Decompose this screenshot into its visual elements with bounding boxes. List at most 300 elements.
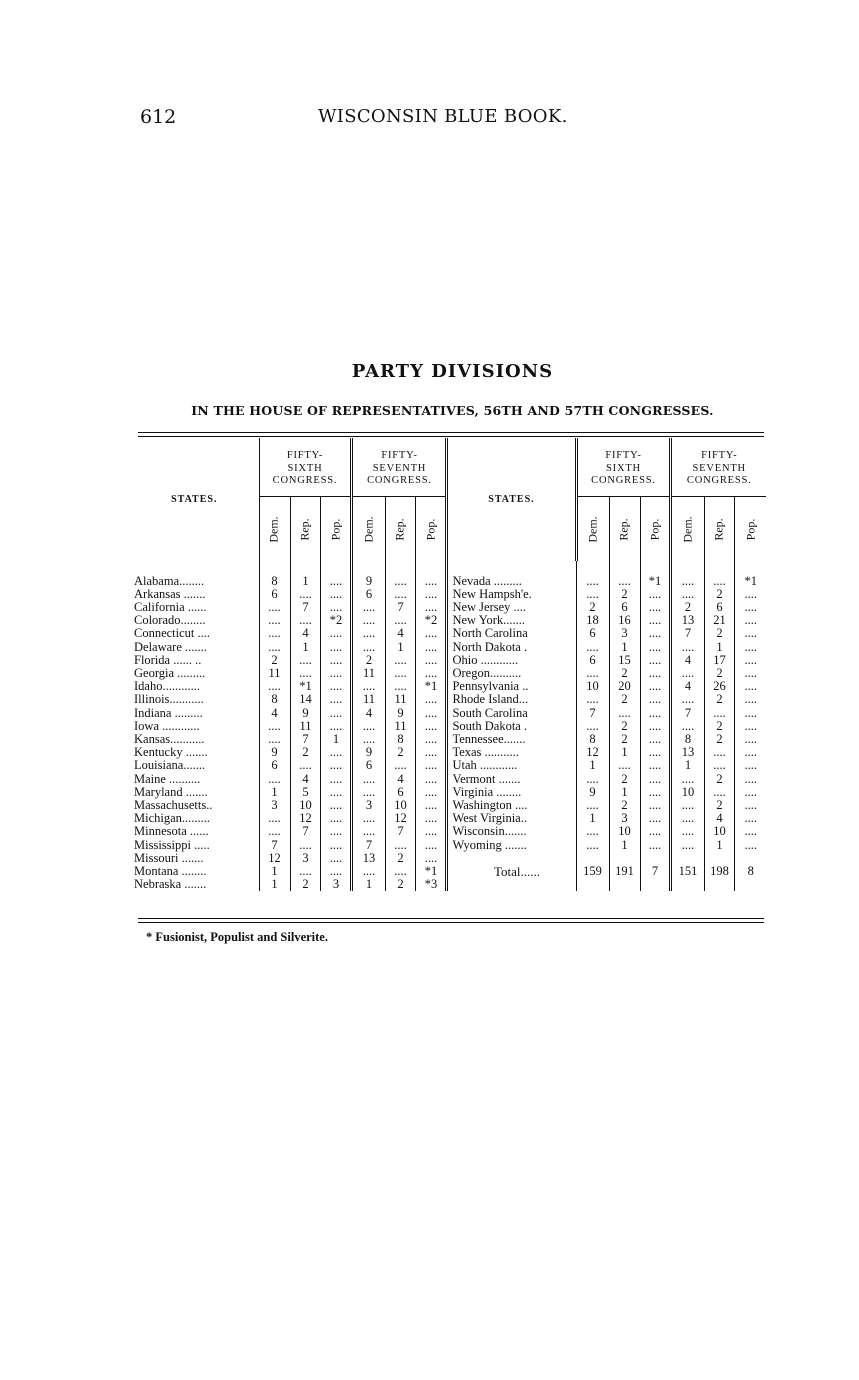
- count-cell: ....: [385, 614, 416, 627]
- count-cell: ....: [259, 601, 290, 614]
- count-cell: ....: [735, 733, 766, 746]
- count-cell: 7: [259, 839, 290, 852]
- state-name-cell: Massachusetts..: [134, 798, 213, 812]
- count-cell: ....: [290, 614, 321, 627]
- state-name-cell: Delaware .......: [134, 640, 207, 654]
- count-cell: ....: [259, 680, 290, 693]
- count-cell: *1: [735, 575, 766, 588]
- count-cell: 6: [385, 786, 416, 799]
- count-cell: ....: [290, 654, 321, 667]
- count-cell: ....: [321, 746, 352, 759]
- count-cell: ....: [735, 839, 766, 852]
- count-cell: ....: [640, 627, 671, 640]
- count-cell: 2: [704, 627, 735, 640]
- count-cell: ....: [640, 839, 671, 852]
- state-name-cell: New Jersey ....: [447, 601, 576, 614]
- total-cell: 191: [609, 865, 640, 878]
- count-cell: 4: [385, 627, 416, 640]
- count-cell: 1: [259, 878, 290, 891]
- state-name-cell: Florida ...... ..: [134, 653, 202, 667]
- count-cell: ....: [416, 654, 447, 667]
- count-cell: 15: [609, 654, 640, 667]
- table-row: [130, 627, 766, 640]
- count-cell: ....: [321, 839, 352, 852]
- count-cell: ....: [671, 799, 704, 812]
- count-cell: 4: [352, 707, 385, 720]
- table-row: [130, 773, 766, 786]
- count-cell: [671, 852, 704, 865]
- count-cell: ....: [321, 812, 352, 825]
- state-name-cell: Idaho............: [134, 680, 200, 694]
- count-cell: ....: [671, 588, 704, 601]
- count-cell: ....: [671, 667, 704, 680]
- count-cell: ....: [352, 601, 385, 614]
- table-row: [130, 733, 766, 746]
- count-cell: ....: [576, 839, 609, 852]
- col-pop-label: Pop.: [647, 518, 662, 540]
- count-cell: 7: [290, 733, 321, 746]
- col-dem-57-right: [671, 496, 704, 561]
- count-cell: 2: [704, 588, 735, 601]
- count-cell: ....: [290, 588, 321, 601]
- count-cell: ....: [290, 839, 321, 852]
- count-cell: 4: [671, 654, 704, 667]
- count-cell: 4: [259, 707, 290, 720]
- count-cell: 16: [609, 614, 640, 627]
- count-cell: ....: [259, 825, 290, 838]
- total-cell: 151: [671, 865, 704, 878]
- count-cell: 6: [352, 588, 385, 601]
- count-cell: ....: [259, 773, 290, 786]
- state-name-cell: Nebraska .......: [134, 878, 207, 892]
- count-cell: 1: [704, 641, 735, 654]
- table-row: [130, 865, 766, 878]
- count-cell: ....: [576, 641, 609, 654]
- count-cell: 2: [259, 654, 290, 667]
- count-cell: 6: [609, 601, 640, 614]
- count-cell: 11: [385, 720, 416, 733]
- count-cell: 2: [609, 773, 640, 786]
- count-cell: 1: [609, 839, 640, 852]
- table-row: [130, 720, 766, 733]
- count-cell: ....: [735, 667, 766, 680]
- count-cell: 6: [704, 601, 735, 614]
- count-cell: ....: [576, 799, 609, 812]
- state-name-cell: Alabama........: [134, 574, 205, 588]
- count-cell: ....: [671, 825, 704, 838]
- count-cell: ....: [735, 799, 766, 812]
- table-row: [130, 707, 766, 720]
- count-cell: ....: [385, 667, 416, 680]
- count-cell: ....: [640, 786, 671, 799]
- count-cell: 21: [704, 614, 735, 627]
- count-cell: ....: [609, 759, 640, 772]
- group-57-line-3: CONGRESS.: [686, 475, 752, 486]
- state-name-cell: Montana ........: [134, 864, 207, 878]
- state-name-cell: California ......: [134, 600, 207, 614]
- count-cell: 2: [671, 601, 704, 614]
- count-cell: ....: [321, 799, 352, 812]
- count-cell: ....: [385, 654, 416, 667]
- count-cell: ....: [321, 575, 352, 588]
- count-cell: 2: [385, 746, 416, 759]
- count-cell: 1: [259, 786, 290, 799]
- count-cell: ....: [416, 746, 447, 759]
- table-row: [130, 786, 766, 799]
- count-cell: [576, 852, 609, 865]
- count-cell: ....: [735, 825, 766, 838]
- count-cell: 8: [385, 733, 416, 746]
- running-head: WISCONSIN BLUE BOOK.: [318, 106, 568, 127]
- count-cell: 11: [290, 720, 321, 733]
- state-name-cell: Colorado........: [134, 614, 206, 628]
- state-name-cell: Missouri .......: [134, 851, 204, 865]
- total-cell: 7: [640, 865, 671, 878]
- count-cell: ....: [416, 812, 447, 825]
- group-56-line-2: SIXTH: [287, 462, 323, 474]
- page-title: PARTY DIVISIONS: [351, 361, 554, 382]
- count-cell: ....: [609, 707, 640, 720]
- count-cell: 2: [704, 733, 735, 746]
- col-dem-label: Dem.: [361, 515, 376, 543]
- count-cell: [640, 852, 671, 865]
- count-cell: 6: [576, 627, 609, 640]
- count-cell: ....: [704, 575, 735, 588]
- count-cell: 1: [290, 641, 321, 654]
- top-rule: [138, 432, 764, 433]
- table-row: [130, 641, 766, 654]
- count-cell: *1: [640, 575, 671, 588]
- col-pop-label: Pop.: [423, 518, 438, 540]
- count-cell: ....: [640, 746, 671, 759]
- count-cell: ....: [321, 707, 352, 720]
- count-cell: 10: [290, 799, 321, 812]
- count-cell: ....: [735, 627, 766, 640]
- count-cell: 9: [385, 707, 416, 720]
- count-cell: ....: [352, 773, 385, 786]
- states-header-left: STATES.: [171, 493, 218, 505]
- count-cell: 12: [385, 812, 416, 825]
- state-name-cell: Iowa ............: [134, 719, 200, 733]
- count-cell: 9: [352, 575, 385, 588]
- count-cell: ....: [640, 720, 671, 733]
- count-cell: 12: [259, 852, 290, 865]
- count-cell: ....: [576, 575, 609, 588]
- table-row: [130, 759, 766, 772]
- col-dem-label: Dem.: [585, 515, 600, 543]
- count-cell: 2: [290, 878, 321, 891]
- count-cell: ....: [352, 786, 385, 799]
- bottom-rule-inner: [138, 922, 764, 923]
- count-cell: [704, 878, 735, 891]
- count-cell: 2: [609, 693, 640, 706]
- count-cell: ....: [259, 733, 290, 746]
- count-cell: ....: [385, 839, 416, 852]
- col-pop-label: Pop.: [743, 518, 758, 540]
- state-name-cell: Oregon..........: [447, 667, 576, 680]
- count-cell: ....: [416, 799, 447, 812]
- count-cell: 10: [609, 825, 640, 838]
- state-name-cell: Georgia .........: [134, 666, 206, 680]
- count-cell: ....: [735, 812, 766, 825]
- count-cell: ....: [704, 786, 735, 799]
- count-cell: ....: [704, 707, 735, 720]
- state-name-cell: Louisiana.......: [134, 759, 206, 773]
- table-row: [130, 680, 766, 693]
- count-cell: 12: [290, 812, 321, 825]
- count-cell: 3: [352, 799, 385, 812]
- count-cell: ....: [735, 786, 766, 799]
- count-cell: ....: [352, 627, 385, 640]
- count-cell: ....: [385, 680, 416, 693]
- count-cell: 8: [259, 575, 290, 588]
- count-cell: 1: [321, 733, 352, 746]
- count-cell: ....: [352, 641, 385, 654]
- count-cell: ....: [321, 680, 352, 693]
- state-name-cell: Minnesota ......: [134, 825, 209, 839]
- table-row: [130, 825, 766, 838]
- group-56-line-1: FIFTY-: [286, 450, 324, 461]
- group-header-57-left: [352, 438, 447, 496]
- total-cell: 8: [735, 865, 766, 878]
- count-cell: 10: [671, 786, 704, 799]
- table-row: [130, 878, 766, 891]
- state-name-cell: Washington ....: [447, 799, 576, 812]
- count-cell: ....: [321, 654, 352, 667]
- count-cell: ....: [735, 601, 766, 614]
- count-cell: ....: [416, 839, 447, 852]
- count-cell: 1: [290, 575, 321, 588]
- count-cell: [576, 878, 609, 891]
- col-rep-57-left: [385, 496, 416, 561]
- count-cell: ....: [321, 720, 352, 733]
- count-cell: 6: [259, 759, 290, 772]
- count-cell: ....: [671, 693, 704, 706]
- count-cell: [609, 878, 640, 891]
- count-cell: ....: [321, 667, 352, 680]
- count-cell: 9: [290, 707, 321, 720]
- states-header-right: STATES.: [447, 438, 576, 561]
- col-rep-56-right: [609, 496, 640, 561]
- state-name-cell: Tennessee.......: [447, 733, 576, 746]
- col-pop-57-right: [735, 496, 766, 561]
- table-body: [130, 561, 766, 892]
- count-cell: 14: [290, 693, 321, 706]
- count-cell: ....: [640, 588, 671, 601]
- count-cell: 10: [704, 825, 735, 838]
- count-cell: ....: [576, 693, 609, 706]
- count-cell: 2: [704, 799, 735, 812]
- count-cell: ....: [321, 641, 352, 654]
- count-cell: 7: [576, 707, 609, 720]
- state-name-cell: Mississippi .....: [134, 838, 210, 852]
- count-cell: 2: [385, 852, 416, 865]
- count-cell: 2: [576, 601, 609, 614]
- count-cell: ....: [352, 733, 385, 746]
- count-cell: 1: [704, 839, 735, 852]
- footnote: * Fusionist, Populist and Silverite.: [146, 930, 328, 944]
- state-name-cell: Maryland .......: [134, 785, 208, 799]
- count-cell: ....: [671, 720, 704, 733]
- party-divisions-table-wrap: [130, 438, 766, 891]
- count-cell: 1: [259, 865, 290, 878]
- count-cell: ....: [416, 588, 447, 601]
- count-cell: 2: [385, 878, 416, 891]
- count-cell: ....: [735, 720, 766, 733]
- count-cell: ....: [735, 588, 766, 601]
- count-cell: [735, 878, 766, 891]
- count-cell: 7: [385, 825, 416, 838]
- count-cell: ....: [416, 575, 447, 588]
- state-name-cell: Maine ..........: [134, 772, 201, 786]
- count-cell: ....: [290, 667, 321, 680]
- count-cell: 7: [385, 601, 416, 614]
- count-cell: ....: [704, 759, 735, 772]
- col-dem-56-left: [259, 496, 290, 561]
- state-name-cell: South Dakota .: [447, 720, 576, 733]
- count-cell: ....: [416, 786, 447, 799]
- state-name-cell: Utah ............: [447, 759, 576, 772]
- count-cell: 26: [704, 680, 735, 693]
- count-cell: ....: [671, 773, 704, 786]
- count-cell: *2: [416, 614, 447, 627]
- col-pop-57-left: [416, 496, 447, 561]
- count-cell: ....: [576, 825, 609, 838]
- count-cell: [735, 852, 766, 865]
- top-rule-inner: [138, 436, 764, 437]
- count-cell: ....: [321, 786, 352, 799]
- count-cell: ....: [259, 627, 290, 640]
- table-row: [130, 852, 766, 865]
- group-56-line-2: SIXTH: [606, 462, 641, 474]
- state-name-cell: Virginia ........: [447, 786, 576, 799]
- state-name-cell: Michigan.........: [134, 812, 211, 826]
- count-cell: ....: [735, 746, 766, 759]
- count-cell: ....: [321, 852, 352, 865]
- col-rep-label: Rep.: [711, 517, 726, 541]
- count-cell: 7: [352, 839, 385, 852]
- count-cell: ....: [671, 812, 704, 825]
- col-pop-56-right: [640, 496, 671, 561]
- count-cell: 8: [259, 693, 290, 706]
- count-cell: *3: [416, 878, 447, 891]
- count-cell: ....: [640, 812, 671, 825]
- count-cell: 1: [609, 641, 640, 654]
- count-cell: ....: [704, 746, 735, 759]
- count-cell: 8: [576, 733, 609, 746]
- count-cell: ....: [735, 707, 766, 720]
- state-name-cell: New York.......: [447, 614, 576, 627]
- count-cell: ....: [640, 707, 671, 720]
- group-header-56-left: [259, 438, 352, 496]
- count-cell: 1: [576, 812, 609, 825]
- count-cell: 5: [290, 786, 321, 799]
- count-cell: 2: [704, 773, 735, 786]
- count-cell: 6: [259, 588, 290, 601]
- count-cell: *1: [416, 865, 447, 878]
- count-cell: 3: [259, 799, 290, 812]
- col-pop-56-left: [321, 496, 352, 561]
- count-cell: 11: [352, 693, 385, 706]
- count-cell: ....: [640, 667, 671, 680]
- count-cell: 7: [671, 627, 704, 640]
- count-cell: ....: [671, 839, 704, 852]
- count-cell: ....: [416, 707, 447, 720]
- table-row: [130, 614, 766, 627]
- count-cell: 2: [609, 720, 640, 733]
- count-cell: ....: [321, 773, 352, 786]
- count-cell: 7: [290, 825, 321, 838]
- group-56-line-1: FIFTY-: [605, 450, 642, 461]
- state-name-cell: West Virginia..: [447, 812, 576, 825]
- count-cell: ....: [640, 614, 671, 627]
- count-cell: ....: [416, 733, 447, 746]
- count-cell: ....: [640, 825, 671, 838]
- count-cell: 4: [671, 680, 704, 693]
- state-name-cell: Illinois...........: [134, 693, 204, 707]
- group-57-line-3: CONGRESS.: [367, 475, 432, 486]
- count-cell: ....: [576, 667, 609, 680]
- col-dem-57-left: [352, 496, 385, 561]
- count-cell: ....: [385, 575, 416, 588]
- table-row: [130, 839, 766, 852]
- count-cell: ....: [352, 865, 385, 878]
- count-cell: 2: [704, 693, 735, 706]
- state-name-cell: Indiana .........: [134, 706, 203, 720]
- group-57-line-2: SEVENTH: [692, 462, 746, 474]
- table-row: [130, 588, 766, 601]
- state-name-cell: Kentucky .......: [134, 746, 208, 760]
- count-cell: 4: [385, 773, 416, 786]
- state-name-cell: North Carolina: [447, 627, 576, 640]
- count-cell: ....: [259, 812, 290, 825]
- state-name-cell: Connecticut ....: [134, 627, 211, 641]
- count-cell: 2: [704, 667, 735, 680]
- count-cell: ....: [735, 654, 766, 667]
- group-56-line-3: CONGRESS.: [591, 475, 656, 486]
- count-cell: 4: [704, 812, 735, 825]
- table-row: [130, 746, 766, 759]
- count-cell: 2: [352, 654, 385, 667]
- count-cell: ....: [321, 759, 352, 772]
- count-cell: ....: [609, 575, 640, 588]
- state-name-cell: Kansas...........: [134, 732, 205, 746]
- count-cell: 2: [609, 588, 640, 601]
- count-cell: 11: [385, 693, 416, 706]
- state-name-cell: New Hampsh'e.: [447, 588, 576, 601]
- count-cell: ....: [416, 627, 447, 640]
- table-row: [130, 654, 766, 667]
- count-cell: ....: [735, 773, 766, 786]
- count-cell: 18: [576, 614, 609, 627]
- count-cell: ....: [321, 825, 352, 838]
- count-cell: ....: [640, 693, 671, 706]
- count-cell: ....: [640, 680, 671, 693]
- table-row: [130, 693, 766, 706]
- count-cell: ....: [321, 601, 352, 614]
- count-cell: ....: [416, 641, 447, 654]
- count-cell: 1: [609, 786, 640, 799]
- count-cell: ....: [576, 720, 609, 733]
- group-57-line-2: SEVENTH: [372, 462, 427, 474]
- count-cell: ....: [640, 641, 671, 654]
- count-cell: ....: [735, 680, 766, 693]
- count-cell: *1: [290, 680, 321, 693]
- count-cell: ....: [735, 759, 766, 772]
- bottom-rule: [138, 918, 764, 919]
- state-name-cell: Vermont .......: [447, 773, 576, 786]
- count-cell: ....: [321, 588, 352, 601]
